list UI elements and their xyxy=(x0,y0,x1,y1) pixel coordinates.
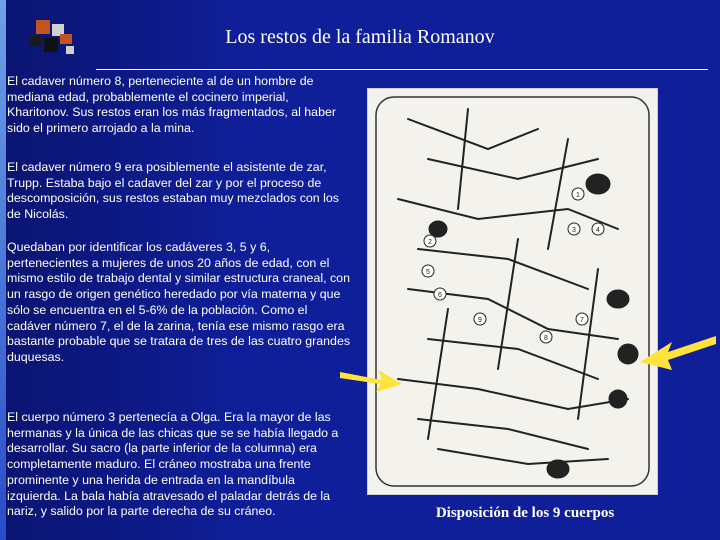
figure-number-3: 3 xyxy=(572,227,576,234)
figure-number-6: 6 xyxy=(438,292,442,299)
figure-number-2: 2 xyxy=(428,239,432,246)
figure-number-7: 7 xyxy=(580,317,584,324)
left-accent-bar xyxy=(0,0,6,540)
arrow-left-icon xyxy=(338,366,404,394)
figure-caption: Disposición de los 9 cuerpos xyxy=(435,505,615,521)
paragraph-cuerpo-3: El cuerpo número 3 pertenecía a Olga. Era la mayor de las hermanas y la única de las chicas que se se había llegado a desarrollar. Su sacro (la parte inferior de la columna) era completamente maduro. El cráneo mostraba una frente prominente y una herida de entrada en la mandíbula izquierda. La bala había atravesado el paladar detrás de la nariz, y salido por la parte derecha de su cráneo. xyxy=(7,410,339,519)
figure-number-4: 4 xyxy=(596,227,600,234)
arrow-right-icon xyxy=(638,332,718,372)
burial-sketch xyxy=(368,89,657,494)
burial-diagram xyxy=(367,88,658,495)
paragraph-cadaveres-3-5-6: Quedaban por identificar los cadáveres 3, 5 y 6, pertenecientes a mujeres de unos 20 años de edad, con el mismo estilo de trabajo dental y similar estructura craneal, con un rasgo de origen genético heredado por vía materna y que sólo se encuentra en el 5-6% de la población. Como el cadáver número 7, el de la zarina, tenía ese mismo rasgo era bastante probable que se tratara de tres de las cuatro grandes duquesas. xyxy=(7,240,351,364)
slide-title: Los restos de la familia Romanov xyxy=(225,26,495,48)
paragraph-cadaver-9: El cadaver número 9 era posiblemente el asistente de zar, Trupp. Estaba bajo el cadaver del zar y por el proceso de descomposición, sus restos estaban muy mezclados con los de Nicolás. xyxy=(7,160,339,222)
figure-number-1: 1 xyxy=(576,192,580,199)
figure-number-8: 8 xyxy=(544,335,548,342)
paragraph-cadaver-8: El cadaver número 8, perteneciente al de un hombre de mediana edad, probablemente el cocinero imperial, Kharitonov. Sus restos eran los más fragmentados, al haber sido el primero arrojado a la mina. xyxy=(7,74,336,136)
text-column xyxy=(7,74,355,540)
figure-number-9: 9 xyxy=(478,317,482,324)
title-divider xyxy=(96,69,708,70)
figure-number-5: 5 xyxy=(426,269,430,276)
